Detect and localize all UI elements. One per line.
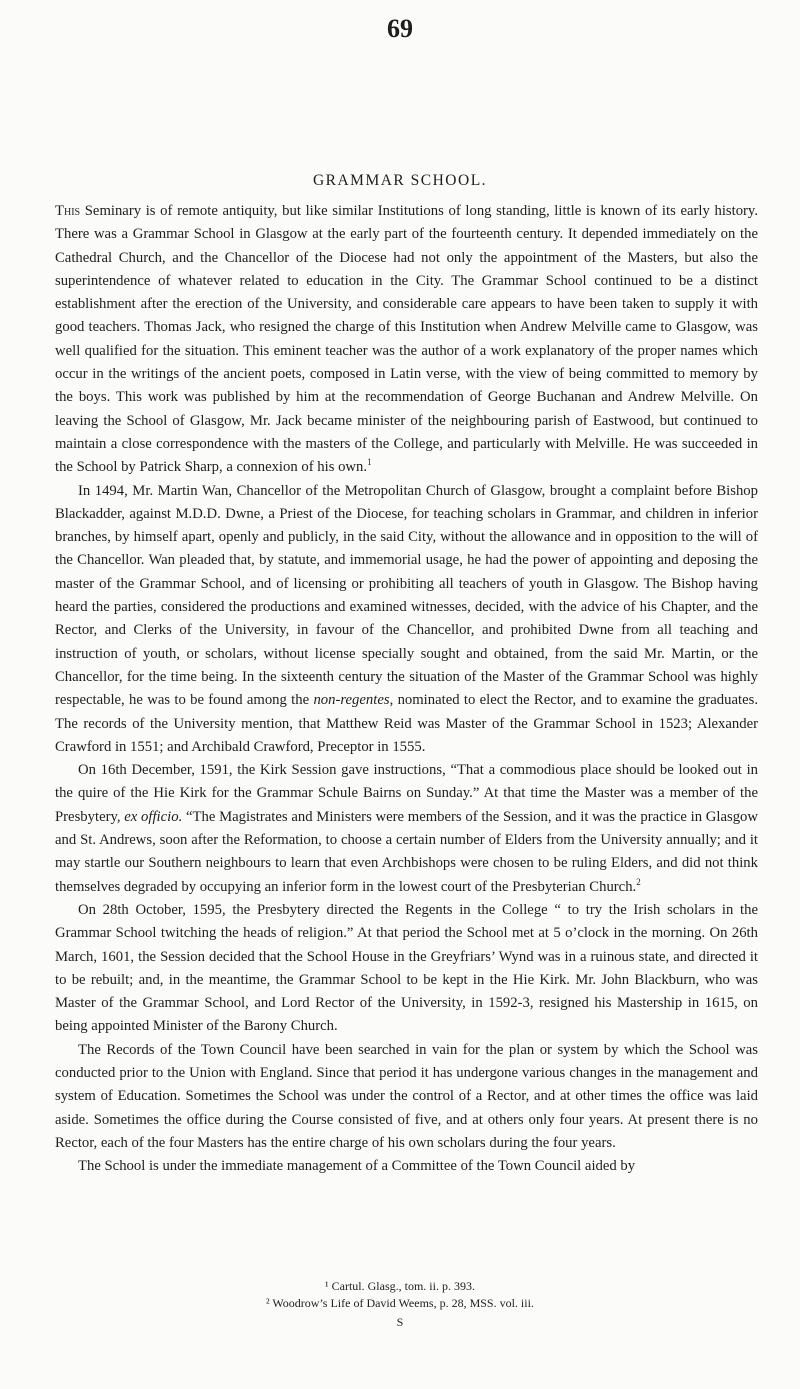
- paragraph-text: The Records of the Town Council have been searched in vain for the plan or system by which the School was conducted prior to the Union with England. Since that period it has undergone various changes in the management and system of Education. Sometimes the School was under the control of a Rector, and at other times the office was laid aside. Sometimes the office during the Course consisted of five, and at others only four years. At present there is no Rector, each of the four Masters has the entire charge of his own scholars during the four years.: [55, 1041, 758, 1151]
- paragraph-text: On 16th December, 1591, the Kirk Session gave instructions, “That a commodious place should be looked out in the quire of the Hie Kirk for the Grammar Schule Bairns on Sunday.” At that time the Master was a member of the Presbytery,: [55, 762, 758, 825]
- footnote: ¹ Cartul. Glasg., tom. ii. p. 393.: [325, 1279, 475, 1293]
- page-number: 69: [387, 14, 413, 43]
- paragraph: [55, 200, 758, 480]
- paragraph-text: Seminary is of remote antiquity, but like similar Institutions of long standing, little is known of its early history. There was a Grammar School in Glasgow at the early part of the fourteenth century. It depended immediately on the Cathedral Church, and the Chancellor of the Diocese had not only the appointment of the Masters, but also the superintendence of whatever related to education in the City. The Grammar School continued to be a distinct establishment after the erection of the University, and considerable care appears to have been taken to supply it with good teachers. Thomas Jack, who resigned the charge of this Institution when Andrew Melville came to Glasgow, was well qualified for the situation. This eminent teacher was the author of a work explanatory of the proper names which occur in the writings of the ancient poets, composed in Latin verse, with the view of being committed to memory by the boys. This work was published by him at the recommendation of George Buchanan and Andrew Melville. On leaving the School of Glasgow, Mr. Jack became minister of the neighbouring parish of Eastwood, but continued to maintain a close correspondence with the masters of the College, and particularly with Melville. He was succeeded in the School by Patrick Sharp, a connexion of his own.: [55, 203, 758, 476]
- paragraph-text: In 1494, Mr. Martin Wan, Chancellor of the Metropolitan Church of Glasgow, brought a complaint before Bishop Blackadder, against M.D.D. Dwne, a Priest of the Diocese, for teaching scholars in Grammar, and children in inferior branches, by himself apart, openly and publicly, in the said City, without the allowance and in opposition to the will of the Chancellor. Wan pleaded that, by statute, and immemorial usage, he had the power of appointing and deposing the master of the Grammar School, and of licensing or prohibiting all teachers of youth in Glasgow. The Bishop having heard the parties, considered the productions and examined witnesses, decided, with the advice of his Chapter, and the Rector, and Clerks of the University, in favour of the Chancellor, and prohibited Dwne from all teaching and instruction of youth, or scholars, without license specially sought and obtained, from the said Mr. Martin, or the Chancellor, for the time being. In the sixteenth century the situation of the Master of the Grammar School was highly respectable, he was to be found among the: [55, 482, 758, 709]
- body-text: [55, 200, 758, 1178]
- paragraph: [55, 1155, 758, 1178]
- paragraph-text: The School is under the immediate management of a Committee of the Town Council aided by: [78, 1158, 636, 1175]
- paragraph: [55, 1039, 758, 1155]
- paragraph: [55, 899, 758, 1039]
- footnotes: [0, 1278, 800, 1311]
- footnote: ² Woodrow’s Life of David Weems, p. 28, MSS. vol. iii.: [266, 1295, 534, 1310]
- paragraph: [55, 759, 758, 899]
- signature-mark: S: [396, 1315, 404, 1329]
- paragraph-text-after: “The Magistrates and Ministers were members of the Session, and it was the practice in Glasgow and St. Andrews, soon after the Reformation, to choose a certain number of Elders from the University annually; and it may startle our Southern neighbours to learn that even Archbishops were chosen to be ruling Elders, and did not think themselves degraded by occupying an inferior form in the lowest court of the Presbyterian Church.: [55, 808, 758, 895]
- paragraph-lead: This: [55, 203, 81, 219]
- section-title: GRAMMAR SCHOOL.: [312, 172, 488, 189]
- footnote-marker: 1: [367, 457, 372, 468]
- paragraph-text: On 28th October, 1595, the Presbytery directed the Regents in the College “ to try the Irish scholars in the Grammar School twitching the heads of religion.” At that period the School met at 5 o’clock in the morning. On 26th March, 1601, the Session decided that the School House in the Greyfriars’ Wynd was in a ruinous state, and directed it to be rebuilt; and, in the meantime, the Grammar School to be kept in the Hie Kirk. Mr. John Blackburn, who was Master of the Grammar School, and Lord Rector of the University, in 1592-3, resigned his Mastership in 1615, on being appointed Minister of the Barony Church.: [55, 901, 758, 1035]
- italic-phrase: ex officio.: [124, 808, 183, 825]
- footnote-marker: 2: [636, 876, 641, 887]
- italic-phrase: non-regentes: [313, 692, 390, 709]
- paragraph: [55, 480, 758, 760]
- paragraph-text-after: , nominated to elect the Rector, and to examine the graduates. The records of the University mention, that Matthew Reid was Master of the Grammar School in 1523; Alexander Crawford in 1551; and Archibald Crawford, Preceptor in 1555.: [55, 692, 758, 755]
